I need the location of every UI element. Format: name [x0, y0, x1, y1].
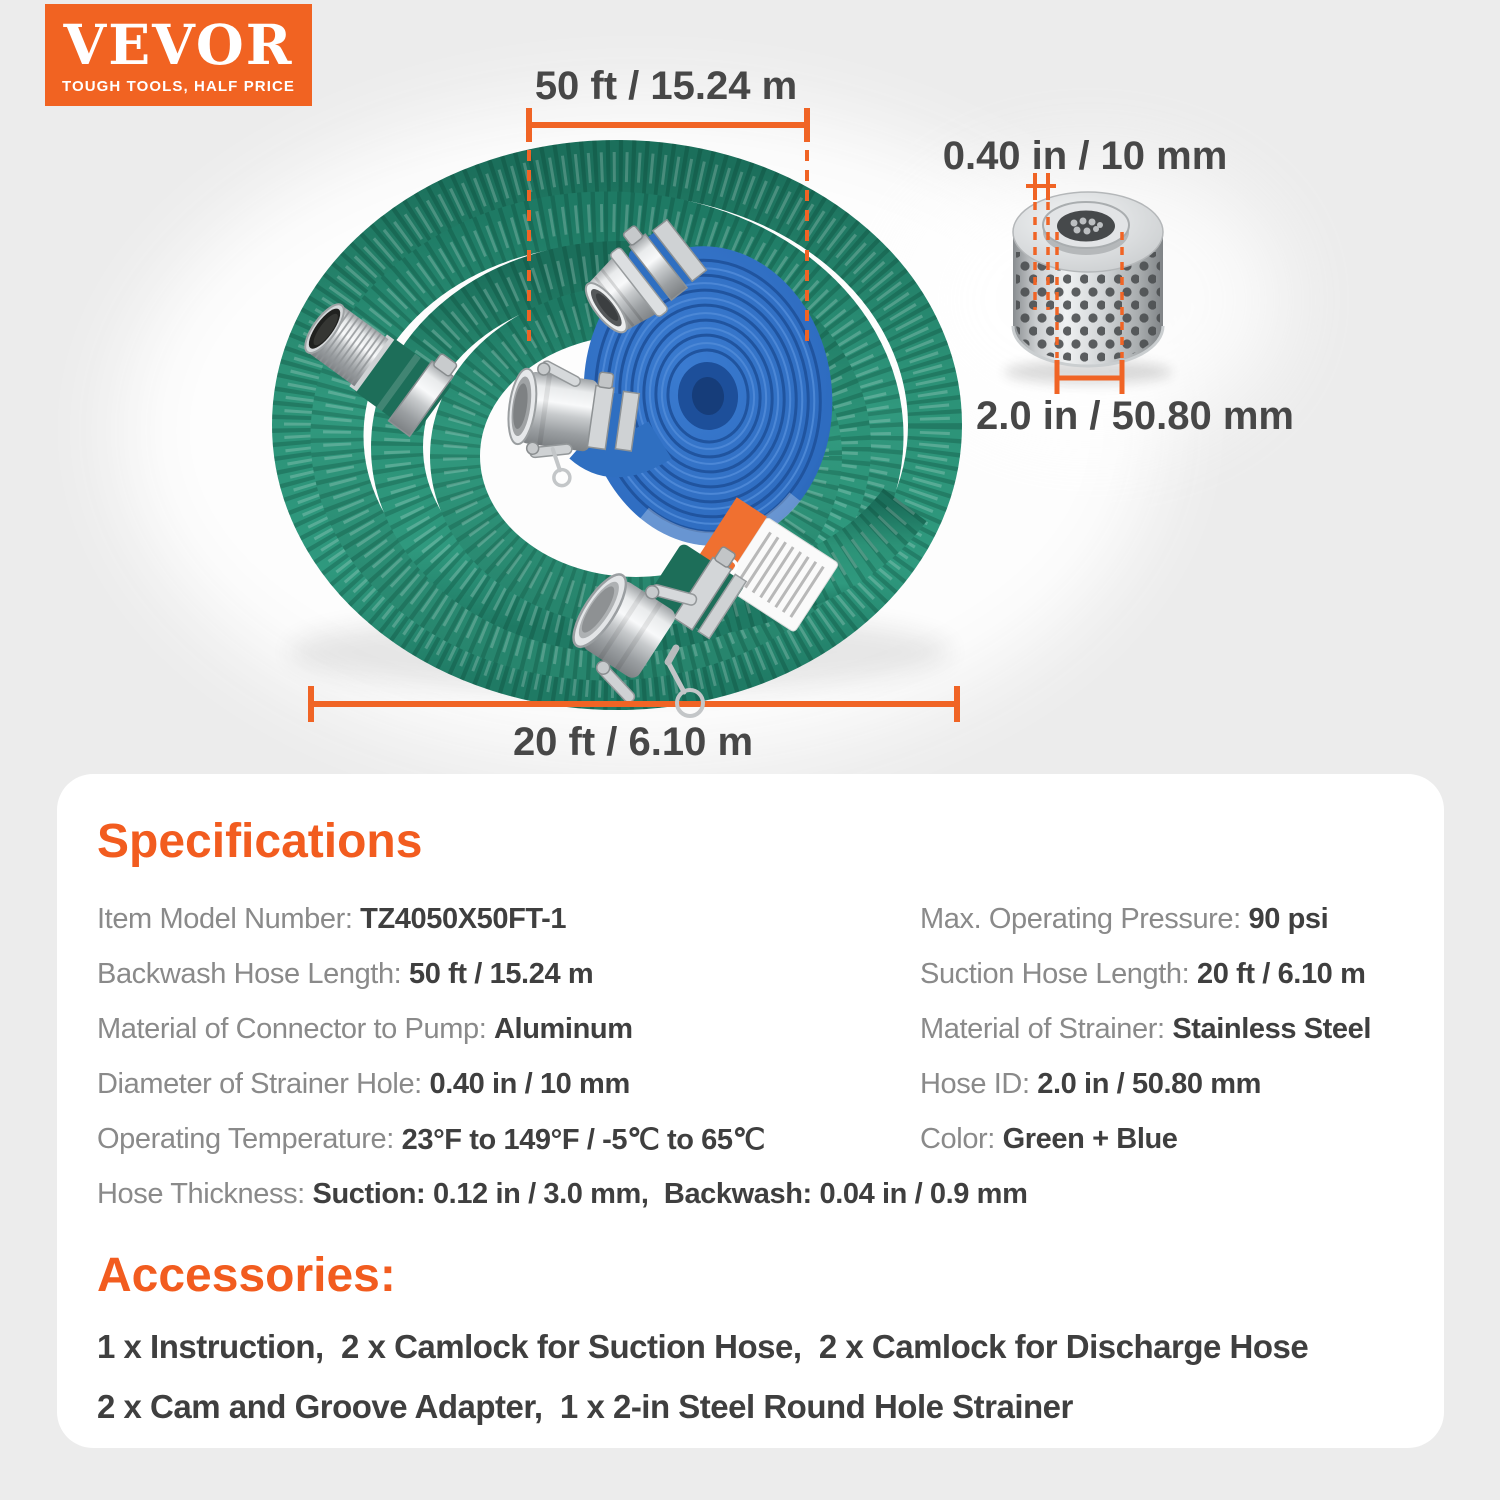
spec-value: Stainless Steel: [1172, 1013, 1372, 1045]
spec-label: Max. Operating Pressure:: [920, 903, 1249, 935]
spec-value: Green + Blue: [1002, 1123, 1178, 1155]
spec-label: Backwash Hose Length:: [97, 958, 409, 990]
spec-label: Item Model Number:: [97, 903, 361, 935]
accessories-line-2: 2 x Cam and Groove Adapter, 1 x 2-in Steel Round Hole Strainer: [97, 1388, 1073, 1425]
spec-value: 90 psi: [1248, 903, 1329, 935]
spec-value: 2.0 in / 50.80 mm: [1037, 1068, 1261, 1100]
accessories-line-1: 1 x Instruction, 2 x Camlock for Suction Hose, 2 x Camlock for Discharge Hose: [97, 1328, 1309, 1365]
spec-label: Material of Strainer:: [920, 1013, 1173, 1045]
specifications-grid: [97, 892, 1424, 1167]
spec-label: Suction Hose Length:: [920, 958, 1197, 990]
spec-label: Material of Connector to Pump:: [97, 1013, 495, 1045]
specifications-panel: [57, 774, 1444, 1448]
spec-row-temperature: [97, 1112, 920, 1167]
spec-row-color: [920, 1112, 1424, 1167]
spec-value: TZ4050X50FT-1: [360, 903, 567, 935]
spec-label: Diameter of Strainer Hole:: [97, 1068, 430, 1100]
spec-row-hose-id: [920, 1057, 1424, 1112]
spec-label: Hose ID:: [920, 1068, 1038, 1100]
spec-row-backwash-length: [97, 947, 920, 1002]
specifications-title: Specifications: [97, 815, 423, 868]
spec-value: 20 ft / 6.10 m: [1196, 958, 1366, 990]
strainer-hole-label: 0.40 in / 10 mm: [942, 134, 1228, 178]
backwash-length-label: 50 ft / 15.24 m: [534, 64, 798, 108]
spec-row-pressure: [920, 892, 1424, 947]
spec-label: Color:: [920, 1123, 1003, 1155]
spec-value: Aluminum: [494, 1013, 633, 1045]
spec-row-model: [97, 892, 920, 947]
brand-name: VEVOR: [63, 12, 294, 77]
spec-value: 23°F to 149°F / -5℃ to 65℃: [401, 1124, 765, 1156]
spec-label: Operating Temperature:: [97, 1123, 402, 1155]
spec-row-suction-length: [920, 947, 1424, 1002]
spec-label: Hose Thickness:: [97, 1178, 313, 1210]
spec-row-strainer-hole: [97, 1057, 920, 1112]
vevor-logo: [45, 4, 312, 106]
spec-value: 50 ft / 15.24 m: [409, 958, 594, 990]
suction-length-label: 20 ft / 6.10 m: [512, 720, 754, 764]
spec-value: Suction: 0.12 in / 3.0 mm, Backwash: 0.04 in / 0.9 mm: [312, 1178, 1028, 1210]
hose-id-label: 2.0 in / 50.80 mm: [976, 394, 1294, 438]
spec-row-strainer-material: [920, 1002, 1424, 1057]
spec-row-connector-material: [97, 1002, 920, 1057]
spec-row-hose-thickness: [97, 1167, 1424, 1222]
accessories-title: Accessories:: [97, 1249, 396, 1302]
spec-value: 0.40 in / 10 mm: [429, 1068, 630, 1100]
brand-tagline: TOUGH TOOLS, HALF PRICE: [61, 78, 296, 95]
